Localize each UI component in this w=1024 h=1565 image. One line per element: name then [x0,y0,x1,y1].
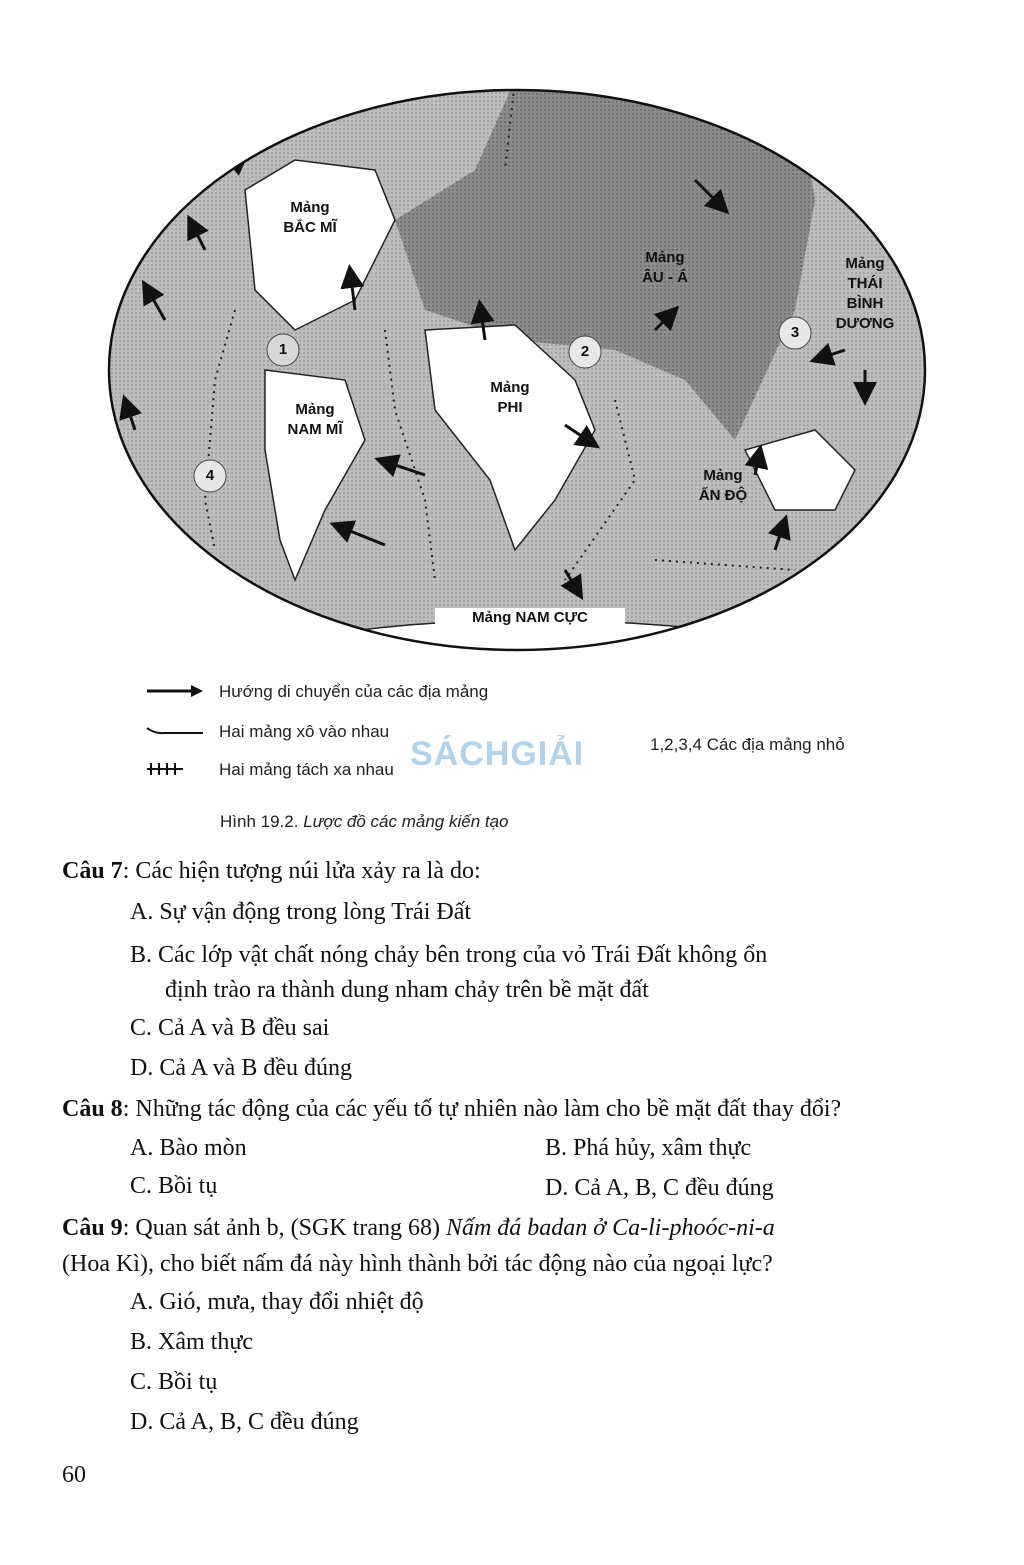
question-9-text: : Quan sát ảnh b, (SGK trang 68) [122,1215,446,1241]
caption-title: Lược đồ các mảng kiến tạo [303,812,509,831]
label-phi [470,378,550,418]
question-7-label: Câu 7 [62,858,123,884]
q7-option-b-line2: định trào ra thành dung nham chảy trên bề mặt đất [165,977,649,1003]
question-8 [62,1093,841,1125]
legend-collide-text: Hai mảng xô vào nhau [219,722,390,741]
legend-small-plates [650,735,845,755]
question-9-line2: (Hoa Kì), cho biết nấm đá này hình thành bởi tác động nào của ngoại lực? [62,1251,773,1277]
label-bac-mi-line2: BẮC MĨ [283,219,337,236]
q7-option-d: D. Cả A và B đều đúng [130,1055,352,1081]
label-an-do-line2: ẤN ĐỘ [698,487,748,504]
hatched-line-icon [145,761,205,781]
small-plate-3: 3 [790,324,800,341]
label-bac-mi-line1: Mảng [290,199,330,216]
label-tbd-line1: Mảng [845,255,885,272]
legend-move-text: Hướng di chuyển của các địa mảng [219,682,489,701]
legend-separate-text: Hai mảng tách xa nhau [219,760,394,779]
label-an-do [683,466,763,506]
label-phi-line2: PHI [497,399,523,416]
question-7-text: : Các hiện tượng núi lửa xảy ra là do: [122,858,481,884]
legend-separate [145,760,394,781]
q7-option-c: C. Cả A và B đều sai [130,1015,330,1041]
legend-move [145,682,488,703]
caption-prefix: Hình 19.2. [220,812,299,831]
q7-option-b-line1: B. Các lớp vật chất nóng chảy bên trong của vỏ Trái Đất không ổn [130,942,768,968]
small-plate-2: 2 [580,343,590,360]
q8-option-c: C. Bồi tụ [130,1173,218,1199]
q7-option-a: A. Sự vận động trong lòng Trái Đất [130,899,472,925]
tectonic-plate-map [95,80,940,670]
label-tbd-line4: DƯƠNG [835,315,895,332]
small-plate-4: 4 [205,467,215,484]
q8-option-a: A. Bào mòn [130,1135,247,1161]
page-number: 60 [62,1462,86,1488]
label-au-a-line2: ÂU - Á [642,269,688,286]
small-plate-1: 1 [278,341,288,358]
map-drawing [95,80,940,670]
label-au-a-line1: Mảng [645,249,685,266]
label-nam-mi [275,400,355,440]
q9-option-d: D. Cả A, B, C đều đúng [130,1409,359,1435]
curve-line-icon [145,723,205,743]
q9-option-a: A. Gió, mưa, thay đổi nhiệt độ [130,1289,424,1315]
label-nam-cuc: Mảng NAM CỰC [435,608,625,628]
label-phi-line1: Mảng [490,379,530,396]
q9-option-c: C. Bồi tụ [130,1369,218,1395]
question-9-italic: Nấm đá badan ở Ca-li-phoóc-ni-a [445,1215,775,1241]
figure-caption [220,812,509,832]
label-bac-mi [275,198,345,238]
label-nam-mi-line2: NAM MĨ [287,421,343,438]
question-9 [62,1212,775,1244]
q9-option-b: B. Xâm thực [130,1329,253,1355]
label-an-do-line1: Mảng [703,467,743,484]
legend-small-text: 1,2,3,4 Các địa mảng nhỏ [650,735,845,754]
question-7 [62,855,481,887]
q8-option-b: B. Phá hủy, xâm thực [545,1135,752,1161]
label-thai-binh-duong [825,254,905,334]
question-9-label: Câu 9 [62,1215,123,1241]
label-au-a [625,248,705,288]
label-tbd-line2: THÁI [847,275,883,292]
legend-collide [145,722,389,743]
watermark-logo: SÁCHGIẢI [410,735,585,773]
q8-option-d: D. Cả A, B, C đều đúng [545,1175,774,1201]
label-nam-mi-line1: Mảng [295,401,335,418]
arrow-icon [145,683,205,703]
question-8-label: Câu 8 [62,1096,123,1122]
label-tbd-line3: BÌNH [846,295,884,312]
question-8-text: : Những tác động của các yếu tố tự nhiên nào làm cho bề mặt đất thay đổi? [122,1096,842,1122]
